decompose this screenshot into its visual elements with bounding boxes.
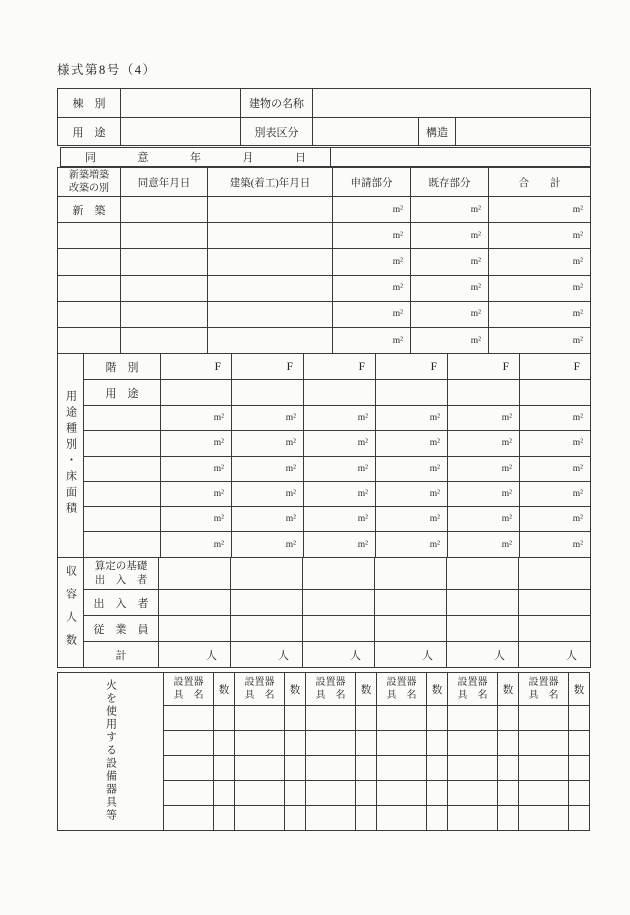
start-ymd-header: 建築(着工)年月日 [208, 168, 333, 197]
floor-area-field: m² [376, 481, 448, 506]
floor-area-field: m² [161, 532, 232, 557]
floor-area-row-label [84, 507, 161, 532]
calc-basis-field [159, 558, 231, 590]
floor-area-field: m² [232, 532, 304, 557]
equipment-count-header: 数 [427, 673, 448, 706]
equipment-count-field [356, 706, 377, 731]
floor-area-field: m² [304, 532, 376, 557]
construction-type-cell [58, 301, 121, 327]
equipment-count-field [214, 756, 235, 781]
equipment-name-field [164, 756, 214, 781]
equipment-name-field [448, 806, 498, 831]
floor-number-cell: F [520, 354, 591, 380]
consent-ymd-header: 同意年月日 [121, 168, 208, 197]
construction-type-cell [58, 275, 121, 301]
capacity-total-field: 人 [447, 642, 519, 668]
floor-area-field: m² [448, 406, 520, 431]
equipment-name-header-line1: 設置器 [386, 677, 417, 688]
floor-area-field: m² [232, 456, 304, 481]
equipment-count-field [498, 806, 519, 831]
equipment-name-field [519, 781, 569, 806]
equipment-name-field [519, 806, 569, 831]
start-ymd-field [208, 249, 333, 275]
equipment-name-field [377, 781, 427, 806]
visitors-field [159, 590, 231, 616]
equipment-count-field [569, 781, 590, 806]
floor-use-field [376, 380, 448, 406]
floor-number-cell: F [232, 354, 304, 380]
equipment-name-header-line1: 設置器 [528, 677, 559, 688]
construction-type-header-line1: 新築増築 [69, 170, 109, 181]
applied-area-field: m² [333, 249, 411, 275]
equipment-name-field [164, 731, 214, 756]
equipment-name-field [448, 706, 498, 731]
fire-equipment-table [57, 672, 590, 831]
floor-area-field: m² [520, 406, 591, 431]
calc-basis-field [519, 558, 591, 590]
floor-area-field: m² [376, 507, 448, 532]
building-type-label: 棟 別 [58, 89, 121, 118]
visitors-field [447, 590, 519, 616]
calc-basis-field [375, 558, 447, 590]
floor-area-row-label [84, 532, 161, 557]
equipment-name-header-line1: 設置器 [457, 677, 488, 688]
equipment-name-field [377, 806, 427, 831]
equipment-count-field [569, 806, 590, 831]
floor-area-row-label [84, 456, 161, 481]
floor-area-field: m² [304, 431, 376, 456]
equipment-name-header-line2: 具 名 [315, 690, 346, 701]
visitors-field [303, 590, 375, 616]
applied-area-field: m² [333, 197, 411, 223]
equipment-count-field [498, 731, 519, 756]
start-ymd-field [208, 223, 333, 249]
floor-section-side-label-cell [58, 354, 84, 558]
floor-use-field [161, 380, 232, 406]
equipment-name-field [306, 706, 356, 731]
employees-label: 従 業 員 [84, 616, 159, 642]
calc-basis-label [84, 558, 159, 590]
floor-area-field: m² [304, 507, 376, 532]
construction-type-header-line2: 改築の別 [69, 183, 109, 194]
floor-area-field: m² [232, 431, 304, 456]
equipment-name-field [377, 756, 427, 781]
use-row-label: 用 途 [84, 380, 161, 406]
floor-area-field: m² [448, 532, 520, 557]
use-type-label: 用 途 [58, 118, 121, 146]
floor-area-row-label [84, 431, 161, 456]
equipment-name-header [235, 673, 285, 706]
floor-area-field: m² [520, 481, 591, 506]
employees-field [519, 616, 591, 642]
consent-ymd-field [121, 327, 208, 353]
equipment-count-header: 数 [214, 673, 235, 706]
visitors-field [375, 590, 447, 616]
floor-area-field: m² [161, 431, 232, 456]
start-ymd-field [208, 197, 333, 223]
equipment-name-field [164, 781, 214, 806]
equipment-name-field [306, 731, 356, 756]
floor-area-field: m² [232, 481, 304, 506]
equipment-name-header-line1: 設置器 [173, 677, 204, 688]
equipment-count-field [569, 756, 590, 781]
equipment-count-field [498, 756, 519, 781]
total-area-field: m² [489, 301, 591, 327]
building-type-field [121, 89, 241, 118]
equipment-count-field [285, 806, 306, 831]
equipment-name-header [519, 673, 569, 706]
equipment-name-field [448, 731, 498, 756]
capacity-total-field: 人 [231, 642, 303, 668]
construction-type-cell [58, 249, 121, 275]
consent-date-field [331, 148, 591, 167]
equipment-count-field [285, 731, 306, 756]
equipment-count-field [214, 781, 235, 806]
floor-area-field: m² [520, 507, 591, 532]
existing-area-field: m² [411, 327, 489, 353]
building-name-field [313, 89, 591, 118]
calc-basis-label-line2: 出 入 者 [94, 574, 148, 586]
construction-type-cell: 新 築 [58, 197, 121, 223]
equipment-side-label-cell [58, 673, 164, 831]
floor-area-field: m² [448, 456, 520, 481]
equipment-count-field [285, 781, 306, 806]
equipment-count-field [427, 756, 448, 781]
construction-type-header [58, 168, 121, 197]
equipment-name-field [235, 706, 285, 731]
consent-date-table [60, 147, 591, 167]
applied-area-field: m² [333, 223, 411, 249]
existing-part-header: 既存部分 [411, 168, 489, 197]
floor-number-cell: F [161, 354, 232, 380]
capacity-table [57, 557, 591, 668]
equipment-name-field [235, 806, 285, 831]
equipment-name-header-line2: 具 名 [386, 690, 417, 701]
equipment-name-field [519, 706, 569, 731]
equipment-name-field [235, 781, 285, 806]
equipment-name-field [377, 731, 427, 756]
calc-basis-field [303, 558, 375, 590]
total-area-field: m² [489, 275, 591, 301]
equipment-count-field [214, 806, 235, 831]
floor-number-cell: F [448, 354, 520, 380]
equipment-name-header-line2: 具 名 [528, 690, 559, 701]
equipment-name-field [164, 706, 214, 731]
total-area-field: m² [489, 249, 591, 275]
building-name-label: 建物の名称 [241, 89, 313, 118]
visitors-label: 出 入 者 [84, 590, 159, 616]
consent-ymd-field [121, 275, 208, 301]
floor-area-field: m² [232, 406, 304, 431]
equipment-name-header [448, 673, 498, 706]
visitors-field [231, 590, 303, 616]
floor-area-field: m² [161, 507, 232, 532]
equipment-name-field [448, 781, 498, 806]
consent-ymd-field [121, 197, 208, 223]
floor-area-field: m² [304, 456, 376, 481]
equipment-name-field [164, 806, 214, 831]
floor-area-field: m² [304, 406, 376, 431]
equipment-count-field [427, 806, 448, 831]
floor-area-field: m² [448, 481, 520, 506]
consent-ymd-field [121, 249, 208, 275]
equipment-name-field [235, 731, 285, 756]
total-header: 合 計 [489, 168, 591, 197]
capacity-total-field: 人 [519, 642, 591, 668]
equipment-name-header-line2: 具 名 [244, 690, 275, 701]
total-area-field: m² [489, 223, 591, 249]
floor-area-field: m² [304, 481, 376, 506]
structure-field [456, 118, 591, 146]
calc-basis-field [231, 558, 303, 590]
equipment-name-header-line1: 設置器 [315, 677, 346, 688]
building-info-table [57, 88, 591, 146]
floor-use-field [520, 380, 591, 406]
equipment-count-field [285, 756, 306, 781]
equipment-name-field [448, 756, 498, 781]
applied-part-header: 申請部分 [333, 168, 411, 197]
capacity-total-field: 人 [159, 642, 231, 668]
capacity-total-field: 人 [375, 642, 447, 668]
capacity-side-label: 収容人数 [64, 565, 77, 657]
use-type-field [121, 118, 241, 146]
equipment-name-field [519, 731, 569, 756]
equipment-name-header-line1: 設置器 [244, 677, 275, 688]
visitors-field [519, 590, 591, 616]
calc-basis-label-line1: 算定の基礎 [94, 560, 148, 572]
floor-number-cell: F [376, 354, 448, 380]
floor-area-field: m² [376, 431, 448, 456]
equipment-count-field [214, 731, 235, 756]
equipment-count-field [427, 781, 448, 806]
floor-area-field: m² [161, 481, 232, 506]
applied-area-field: m² [333, 301, 411, 327]
equipment-count-field [356, 806, 377, 831]
employees-field [375, 616, 447, 642]
floor-area-field: m² [376, 406, 448, 431]
existing-area-field: m² [411, 249, 489, 275]
capacity-side-label-cell [58, 558, 84, 668]
total-area-field: m² [489, 327, 591, 353]
equipment-side-label: 火を使用する設備器具等 [104, 678, 117, 822]
equipment-name-header-line2: 具 名 [457, 690, 488, 701]
consent-date-label: 同 意 年 月 日 [61, 148, 331, 167]
equipment-name-field [519, 756, 569, 781]
floor-area-field: m² [520, 431, 591, 456]
floor-area-field: m² [376, 456, 448, 481]
floor-area-field: m² [161, 456, 232, 481]
equipment-name-header [377, 673, 427, 706]
equipment-count-field [569, 706, 590, 731]
applied-area-field: m² [333, 275, 411, 301]
floor-area-field: m² [448, 507, 520, 532]
equipment-count-field [498, 781, 519, 806]
floor-section-side-label: 用途種別・床面積 [64, 389, 77, 518]
equipment-name-header [164, 673, 214, 706]
equipment-count-header: 数 [356, 673, 377, 706]
employees-field [303, 616, 375, 642]
construction-table [57, 167, 591, 354]
floor-area-field: m² [520, 532, 591, 557]
annex-table-field [313, 118, 419, 146]
floor-area-field: m² [448, 431, 520, 456]
equipment-count-header: 数 [498, 673, 519, 706]
start-ymd-field [208, 275, 333, 301]
consent-ymd-field [121, 223, 208, 249]
form-title: 様式第8号（4） [57, 63, 157, 77]
applied-area-field: m² [333, 327, 411, 353]
employees-field [447, 616, 519, 642]
floor-area-table [57, 353, 591, 558]
floor-area-field: m² [232, 507, 304, 532]
equipment-name-field [235, 756, 285, 781]
construction-type-cell [58, 327, 121, 353]
equipment-name-field [306, 756, 356, 781]
equipment-count-field [569, 731, 590, 756]
structure-label: 構造 [419, 118, 456, 146]
consent-ymd-field [121, 301, 208, 327]
floor-area-row-label [84, 481, 161, 506]
start-ymd-field [208, 301, 333, 327]
equipment-name-header-line2: 具 名 [173, 690, 204, 701]
employees-field [159, 616, 231, 642]
floor-area-field: m² [161, 406, 232, 431]
existing-area-field: m² [411, 197, 489, 223]
annex-table-label: 別表区分 [241, 118, 313, 146]
equipment-count-field [214, 706, 235, 731]
floor-number-cell: F [304, 354, 376, 380]
equipment-name-field [306, 781, 356, 806]
existing-area-field: m² [411, 301, 489, 327]
equipment-name-field [306, 806, 356, 831]
floor-row-label: 階 別 [84, 354, 161, 380]
calc-basis-field [447, 558, 519, 590]
equipment-count-header: 数 [569, 673, 590, 706]
existing-area-field: m² [411, 275, 489, 301]
equipment-count-field [427, 731, 448, 756]
equipment-count-header: 数 [285, 673, 306, 706]
floor-area-row-label [84, 406, 161, 431]
equipment-count-field [498, 706, 519, 731]
existing-area-field: m² [411, 223, 489, 249]
capacity-total-label: 計 [84, 642, 159, 668]
floor-use-field [232, 380, 304, 406]
start-ymd-field [208, 327, 333, 353]
equipment-count-field [285, 706, 306, 731]
construction-type-cell [58, 223, 121, 249]
equipment-name-field [377, 706, 427, 731]
equipment-count-field [356, 756, 377, 781]
floor-use-field [448, 380, 520, 406]
equipment-count-field [427, 706, 448, 731]
floor-area-field: m² [376, 532, 448, 557]
equipment-count-field [356, 781, 377, 806]
total-area-field: m² [489, 197, 591, 223]
employees-field [231, 616, 303, 642]
capacity-total-field: 人 [303, 642, 375, 668]
equipment-count-field [356, 731, 377, 756]
equipment-name-header [306, 673, 356, 706]
floor-use-field [304, 380, 376, 406]
floor-area-field: m² [520, 456, 591, 481]
